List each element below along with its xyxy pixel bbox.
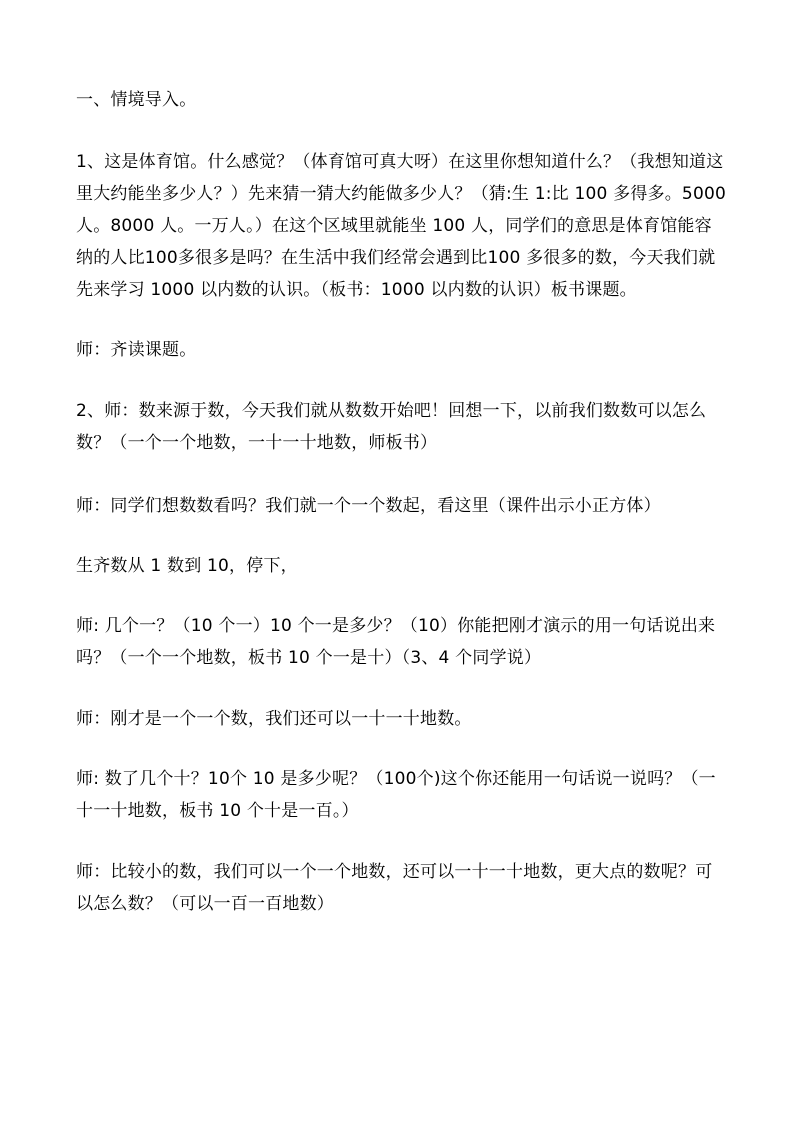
- paragraph-counting-start: 2、师：数来源于数，今天我们就从数数开始吧！回想一下，以前我们数数可以怎么数？（一个一个地数，一十一十地数，师板书）: [76, 401, 707, 453]
- paragraph-count-one-by-one: 师：同学们想数数看吗？我们就一个一个数起，看这里（课件出示小正方体）: [76, 496, 661, 516]
- paragraph-count-by-tens: 师：刚才是一个一个数，我们还可以一十一十地数。: [76, 709, 472, 729]
- paragraph-count-by-hundreds: 师：比较小的数，我们可以一个一个地数，还可以一十一十地数，更大点的数呢？可以怎么数？（可以一百一百地数）: [76, 862, 713, 914]
- document-body: [76, 84, 726, 920]
- paragraph-ten-tens: 师: 数了几个十？10个 10 是多少呢？（100个)这个你还能用一句话说一说吗？（一十一十地数，板书 10 个十是一百。）: [76, 769, 716, 821]
- paragraph-read-title: 师：齐读课题。: [76, 340, 197, 360]
- paragraph-count-to-ten: 生齐数从 1 数到 10，停下，: [76, 556, 298, 576]
- paragraph-ten-ones: 师: 几个一？（10 个一）10 个一是多少？（10）你能把刚才演示的用一句话说出来吗？（一个一个地数，板书 10 个一是十）（3、4 个同学说）: [76, 616, 716, 668]
- section-heading: 一、情境导入。: [76, 90, 197, 110]
- paragraph-intro-gym: 1、这是体育馆。什么感觉？（体育馆可真大呀）在这里你想知道什么？（我想知道这里大约能坐多少人？）先来猜一猜大约能做多少人？（猜:生 1:比 100 多得多。5000 人。8000 人。一万人。）在这个区域里就能坐 100 人，同学们的意思是体育馆能容纳的人比100多很多是吗？在生活中我们经常会遇到比100 多很多的数，今天我们就先来学习 1000 以内数的认识。（板书：1000 以内数的认识）板书课题。: [76, 152, 726, 300]
